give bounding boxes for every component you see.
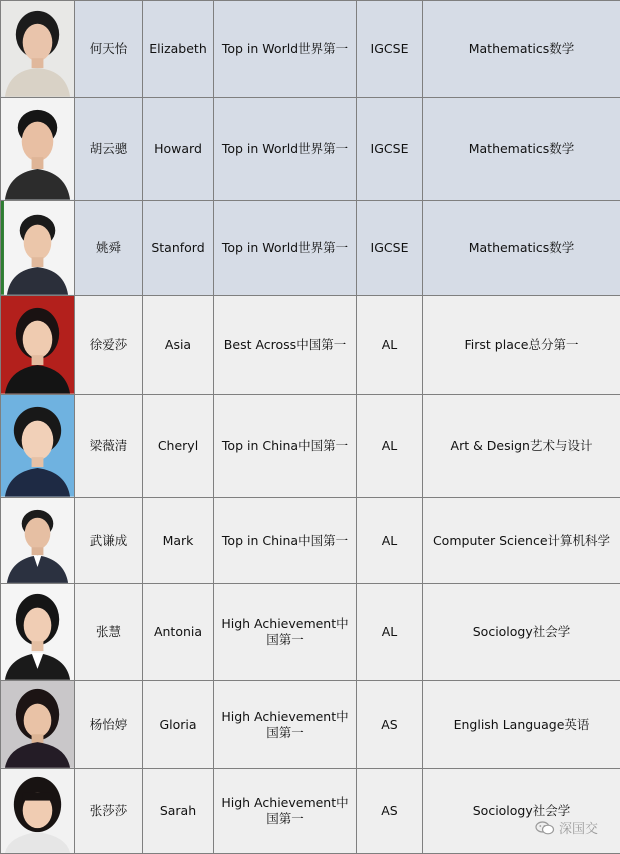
exam-level: IGCSE (357, 201, 423, 296)
photo-cell (1, 498, 75, 584)
subject: Mathematics数学 (423, 98, 620, 201)
student-photo (1, 98, 74, 200)
table-row (1, 498, 620, 584)
subject: English Language英语 (423, 681, 620, 769)
english-name: Cheryl (143, 395, 214, 498)
table-row (1, 1, 620, 98)
chinese-name: 张慧 (75, 584, 143, 681)
english-name: Stanford (143, 201, 214, 296)
table-row (1, 769, 620, 854)
student-photo (1, 584, 74, 680)
award: Best Across中国第一 (214, 296, 357, 395)
student-photo (1, 498, 74, 583)
table-row (1, 98, 620, 201)
student-photo (1, 681, 74, 768)
student-photo (1, 769, 74, 853)
wechat-icon (535, 821, 555, 835)
exam-level: IGCSE (357, 1, 423, 98)
chinese-name: 张莎莎 (75, 769, 143, 854)
student-photo (1, 201, 74, 295)
exam-level: AL (357, 296, 423, 395)
english-name: Elizabeth (143, 1, 214, 98)
watermark (535, 818, 598, 837)
subject: First place总分第一 (423, 296, 620, 395)
award: High Achievement中国第一 (214, 769, 357, 854)
chinese-name: 胡云骢 (75, 98, 143, 201)
exam-level: IGCSE (357, 98, 423, 201)
table-row (1, 681, 620, 769)
award: High Achievement中国第一 (214, 681, 357, 769)
student-photo (1, 395, 74, 497)
english-name: Antonia (143, 584, 214, 681)
award: Top in World世界第一 (214, 98, 357, 201)
photo-cell (1, 395, 75, 498)
award: Top in World世界第一 (214, 201, 357, 296)
english-name: Asia (143, 296, 214, 395)
student-photo (1, 296, 74, 394)
exam-level: AS (357, 769, 423, 854)
table-row (1, 201, 620, 296)
chinese-name: 杨怡婷 (75, 681, 143, 769)
table-row (1, 395, 620, 498)
photo-cell (1, 584, 75, 681)
award: Top in World世界第一 (214, 1, 357, 98)
photo-cell (1, 681, 75, 769)
exam-level: AL (357, 584, 423, 681)
english-name: Sarah (143, 769, 214, 854)
photo-cell (1, 201, 75, 296)
chinese-name: 武谦成 (75, 498, 143, 584)
photo-cell (1, 296, 75, 395)
english-name: Howard (143, 98, 214, 201)
subject: Sociology社会学 (423, 769, 620, 854)
award: Top in China中国第一 (214, 498, 357, 584)
table-row (1, 584, 620, 681)
photo-cell (1, 98, 75, 201)
subject: Sociology社会学 (423, 584, 620, 681)
chinese-name: 姚舜 (75, 201, 143, 296)
chinese-name: 徐爱莎 (75, 296, 143, 395)
english-name: Gloria (143, 681, 214, 769)
exam-level: AL (357, 498, 423, 584)
subject: Computer Science计算机科学 (423, 498, 620, 584)
english-name: Mark (143, 498, 214, 584)
exam-level: AL (357, 395, 423, 498)
table-row (1, 296, 620, 395)
student-photo (1, 1, 74, 97)
watermark-text: 深国交 (559, 818, 598, 837)
awards-table-body (1, 1, 620, 854)
exam-level: AS (357, 681, 423, 769)
subject: Mathematics数学 (423, 201, 620, 296)
photo-cell (1, 1, 75, 98)
subject: Mathematics数学 (423, 1, 620, 98)
award: Top in China中国第一 (214, 395, 357, 498)
award: High Achievement中国第一 (214, 584, 357, 681)
photo-cell (1, 769, 75, 854)
subject: Art & Design艺术与设计 (423, 395, 620, 498)
chinese-name: 何天怡 (75, 1, 143, 98)
chinese-name: 梁薇清 (75, 395, 143, 498)
